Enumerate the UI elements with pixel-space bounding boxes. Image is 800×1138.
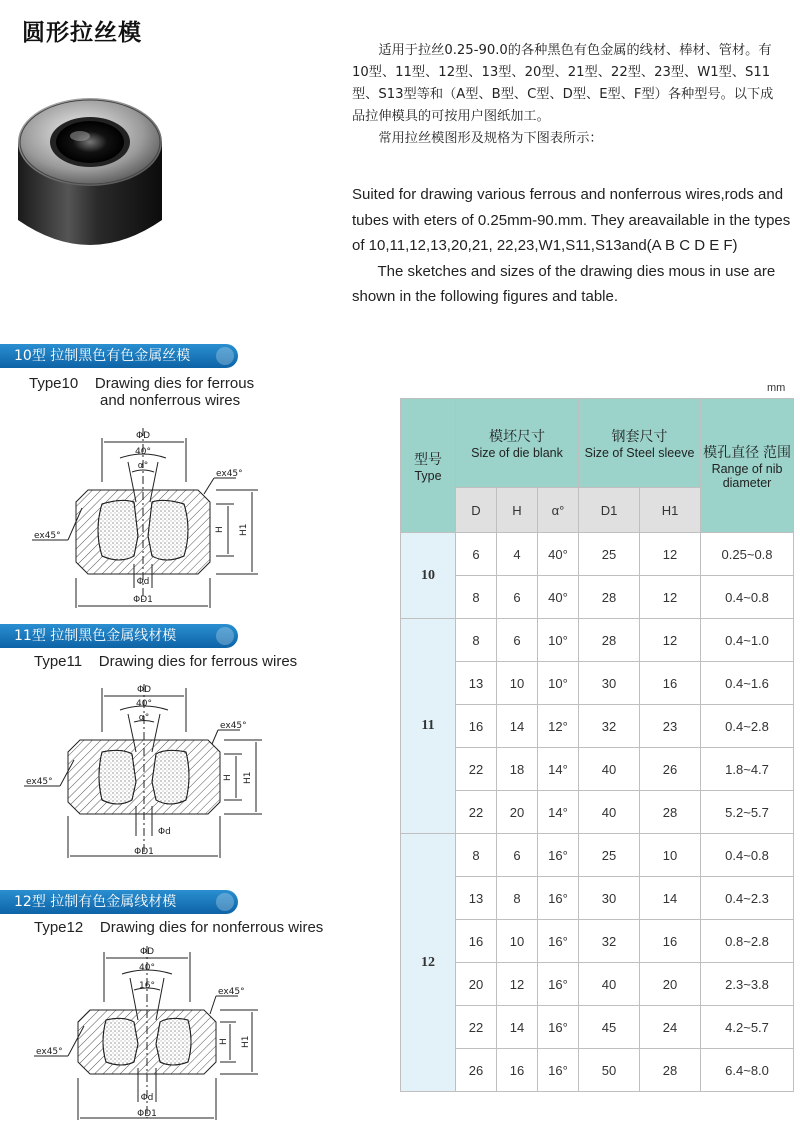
cell-angle: 14° <box>538 748 579 791</box>
header-steel-sleeve: 钢套尺寸 Size of Steel sleeve <box>579 399 701 488</box>
intro-en-paragraph-1: Suited for drawing various ferrous and nonferrous wires,rods and tubes with eters of 0.25mm-90.mm. They areavailable in the types of 10,11,12,13,20,21, 22,23,W1,S11,S13and(A B C D E F) <box>352 186 791 254</box>
cell-H: 6 <box>497 576 538 619</box>
label-h1: H1 <box>239 523 249 536</box>
cell-H: 12 <box>497 963 538 1006</box>
die-diagram-type10 <box>20 418 280 618</box>
cell-range: 0.8~2.8 <box>701 920 794 963</box>
table-row <box>401 576 794 619</box>
cell-D1: 30 <box>579 877 640 920</box>
cell-D1: 25 <box>579 533 640 576</box>
table-row <box>401 920 794 963</box>
cell-D: 13 <box>456 877 497 920</box>
label-bore: Φd <box>140 1093 154 1103</box>
cell-range: 4.2~5.7 <box>701 1006 794 1049</box>
cell-range: 1.8~4.7 <box>701 748 794 791</box>
intro-cn-paragraph-1: 适用于拉丝0.25-90.0的各种黑色有色金属的线材、棒材、管材。有10型、11型、12型、13型、20型、21型、22型、23型、W1型、S11型、S13型等和（A型、B型、C型、D型、E型、F型）各种型号。以下成品拉伸模具的可按用户图纸加工。 <box>352 43 774 124</box>
cell-angle: 16° <box>538 1049 579 1092</box>
cell-H1: 23 <box>640 705 701 748</box>
label-chamfer-left: ex45° <box>34 531 61 541</box>
cell-H1: 12 <box>640 576 701 619</box>
intro-chinese <box>352 40 782 150</box>
cell-angle: 40° <box>538 533 579 576</box>
cell-angle: 10° <box>538 619 579 662</box>
cell-H: 18 <box>497 748 538 791</box>
cell-H1: 16 <box>640 662 701 705</box>
cell-D: 16 <box>456 920 497 963</box>
label-angle-outer: 40° <box>135 447 151 457</box>
cell-range: 0.4~0.8 <box>701 576 794 619</box>
cell-D1: 45 <box>579 1006 640 1049</box>
cell-D1: 40 <box>579 963 640 1006</box>
intro-english <box>352 182 792 310</box>
cell-D1: 50 <box>579 1049 640 1092</box>
intro-cn-paragraph-2: 常用拉丝模图形及规格为下图表所示： <box>378 131 603 146</box>
caption-type12-line1: Type12 Drawing dies for nonferrous wires <box>34 919 324 936</box>
cell-angle: 16° <box>538 920 579 963</box>
label-od1: ΦD1 <box>134 847 154 857</box>
subheader-angle: α° <box>538 488 579 533</box>
label-h: H <box>215 526 225 533</box>
label-h: H <box>223 774 233 781</box>
label-od: ΦD <box>136 685 152 695</box>
cell-angle: 16° <box>538 1006 579 1049</box>
caption-type12 <box>34 919 323 936</box>
label-od: ΦD <box>135 431 151 441</box>
die-section-drawing <box>24 684 262 858</box>
intro-en-paragraph-2: The sketches and sizes of the drawing dies mous in use are shown in the following figures and table. <box>352 262 776 305</box>
type-cell: 11 <box>401 619 456 834</box>
cell-D1: 30 <box>579 662 640 705</box>
label-angle-inner: 16° <box>139 981 155 991</box>
cell-H: 10 <box>497 662 538 705</box>
table-header-row <box>401 399 794 488</box>
label-h1: H1 <box>241 1035 251 1048</box>
cell-D: 6 <box>456 533 497 576</box>
cell-range: 5.2~5.7 <box>701 791 794 834</box>
cell-D1: 40 <box>579 791 640 834</box>
cell-D: 8 <box>456 576 497 619</box>
cell-H1: 24 <box>640 1006 701 1049</box>
cell-angle: 16° <box>538 877 579 920</box>
cell-D: 16 <box>456 705 497 748</box>
cell-angle: 14° <box>538 791 579 834</box>
header-die-blank: 模坯尺寸 Size of die blank <box>456 399 579 488</box>
table-row <box>401 963 794 1006</box>
cell-D: 22 <box>456 1006 497 1049</box>
cell-D: 8 <box>456 834 497 877</box>
label-bore: Φd <box>136 577 150 587</box>
header-type: 型号 Type <box>401 399 456 533</box>
cell-H: 6 <box>497 834 538 877</box>
caption-type10 <box>29 375 254 409</box>
cell-H1: 26 <box>640 748 701 791</box>
label-chamfer-left: ex45° <box>36 1047 63 1057</box>
cell-D1: 25 <box>579 834 640 877</box>
label-h1: H1 <box>243 771 253 784</box>
subheader-H: H <box>497 488 538 533</box>
label-h: H <box>219 1038 229 1045</box>
table-unit: mm <box>767 382 786 394</box>
label-chamfer-right: ex45° <box>216 469 243 479</box>
type-cell: 10 <box>401 533 456 619</box>
drawing-die-photo <box>16 92 164 262</box>
caption-type11-line1: Type11 Drawing dies for ferrous wires <box>34 653 298 670</box>
caption-type10-line2: and nonferrous wires <box>100 392 241 409</box>
cell-range: 0.4~1.6 <box>701 662 794 705</box>
cell-D1: 40 <box>579 748 640 791</box>
table-row <box>401 748 794 791</box>
table-row <box>401 877 794 920</box>
cell-H: 8 <box>497 877 538 920</box>
cell-D: 8 <box>456 619 497 662</box>
cell-D1: 32 <box>579 705 640 748</box>
cell-D: 20 <box>456 963 497 1006</box>
cell-H: 16 <box>497 1049 538 1092</box>
table-row <box>401 1006 794 1049</box>
section-bar-type11: 11型 拉制黑色金属线材模 <box>0 624 238 648</box>
label-chamfer-right: ex45° <box>218 987 245 997</box>
cell-D: 13 <box>456 662 497 705</box>
subheader-D1: D1 <box>579 488 640 533</box>
cell-range: 0.4~1.0 <box>701 619 794 662</box>
cell-H: 20 <box>497 791 538 834</box>
section-bar-type10: 10型 拉制黑色有色金属丝模 <box>0 344 238 368</box>
cell-H1: 10 <box>640 834 701 877</box>
cell-range: 0.4~2.3 <box>701 877 794 920</box>
cell-H1: 16 <box>640 920 701 963</box>
cell-H1: 20 <box>640 963 701 1006</box>
cell-angle: 10° <box>538 662 579 705</box>
table-row <box>401 619 794 662</box>
section-bar-type12: 12型 拉制有色金属线材模 <box>0 890 238 914</box>
label-chamfer-right: ex45° <box>220 721 247 731</box>
cell-D: 22 <box>456 748 497 791</box>
header-nib-range: 模孔直径 范围 Range of nib diameter <box>701 399 794 533</box>
cell-H1: 28 <box>640 1049 701 1092</box>
table-row <box>401 705 794 748</box>
cell-D1: 28 <box>579 619 640 662</box>
cell-H1: 28 <box>640 791 701 834</box>
cell-D: 22 <box>456 791 497 834</box>
table-row <box>401 791 794 834</box>
cell-angle: 16° <box>538 963 579 1006</box>
page-title: 圆形拉丝模 <box>22 20 142 46</box>
cell-D1: 28 <box>579 576 640 619</box>
subheader-D: D <box>456 488 497 533</box>
caption-type11 <box>34 653 297 670</box>
label-od1: ΦD1 <box>133 595 153 605</box>
table-row <box>401 533 794 576</box>
spec-table-body <box>401 533 794 1092</box>
cell-angle: 12° <box>538 705 579 748</box>
table-row <box>401 834 794 877</box>
cell-H1: 12 <box>640 619 701 662</box>
cell-H1: 14 <box>640 877 701 920</box>
label-angle-outer: 40° <box>136 699 152 709</box>
cell-H: 4 <box>497 533 538 576</box>
cell-range: 0.25~0.8 <box>701 533 794 576</box>
cell-H: 6 <box>497 619 538 662</box>
cell-H: 14 <box>497 705 538 748</box>
label-bore: Φd <box>158 827 171 837</box>
die-diagram-type12 <box>18 938 280 1134</box>
label-angle-inner: α° <box>137 461 149 471</box>
label-chamfer-left: ex45° <box>26 777 53 787</box>
cell-range: 2.3~3.8 <box>701 963 794 1006</box>
label-angle-outer: 40° <box>139 963 155 973</box>
cell-range: 6.4~8.0 <box>701 1049 794 1092</box>
spec-table <box>400 398 794 1092</box>
cell-angle: 40° <box>538 576 579 619</box>
cell-range: 0.4~2.8 <box>701 705 794 748</box>
cell-D: 26 <box>456 1049 497 1092</box>
die-diagram-type11 <box>12 676 282 872</box>
table-row <box>401 662 794 705</box>
cell-H: 10 <box>497 920 538 963</box>
type-cell: 12 <box>401 834 456 1092</box>
cell-H: 14 <box>497 1006 538 1049</box>
cell-D1: 32 <box>579 920 640 963</box>
label-od: ΦD <box>139 947 155 957</box>
caption-type10-line1: Type10 Drawing dies for ferrous <box>29 375 255 392</box>
cell-H1: 12 <box>640 533 701 576</box>
cell-angle: 16° <box>538 834 579 877</box>
subheader-H1: H1 <box>640 488 701 533</box>
label-od1: ΦD1 <box>137 1109 157 1119</box>
cell-range: 0.4~0.8 <box>701 834 794 877</box>
label-angle-inner: α° <box>138 713 150 723</box>
table-row <box>401 1049 794 1092</box>
